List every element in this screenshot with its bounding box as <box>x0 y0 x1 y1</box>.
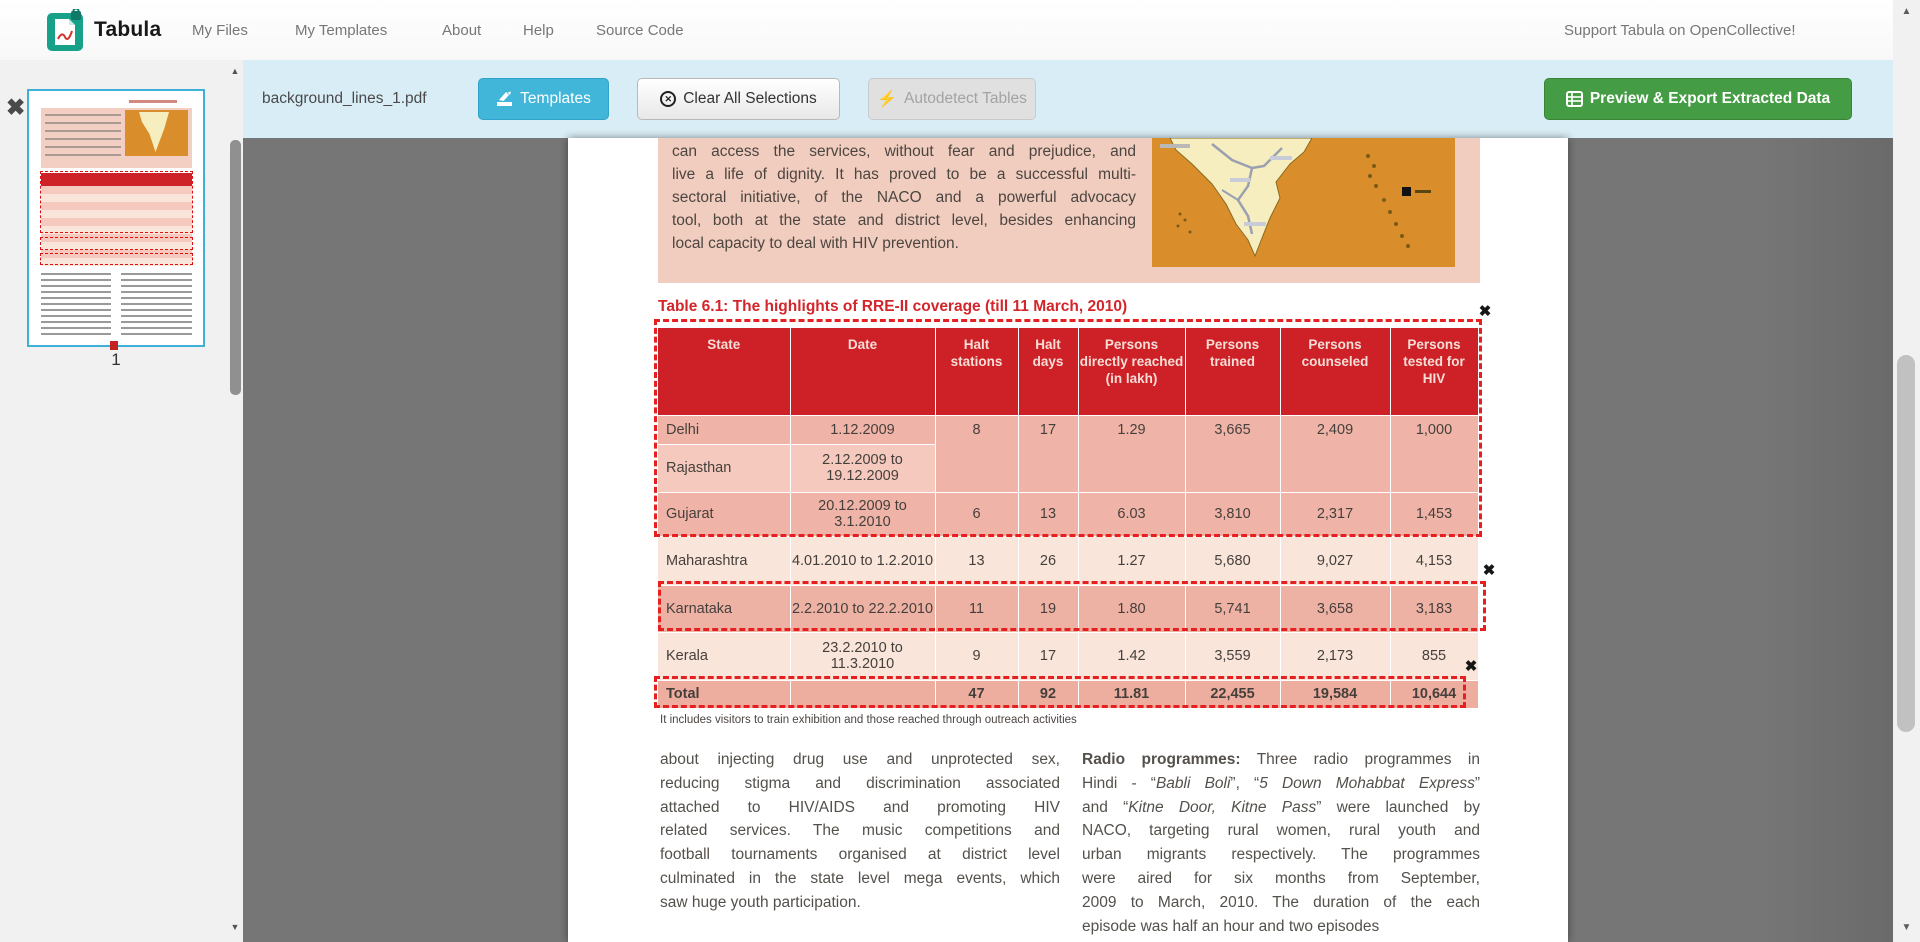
pdf-filename: background_lines_1.pdf <box>262 90 427 107</box>
scroll-up-icon[interactable]: ▲ <box>1901 6 1912 17</box>
thumb-text-line <box>41 321 111 323</box>
nav-item-my-files[interactable]: My Files <box>192 21 248 39</box>
body-text-left-column <box>660 748 1060 915</box>
clear-all-selections-button[interactable] <box>637 78 840 120</box>
table-cell: 9,027 <box>1280 536 1390 585</box>
thumb-text-line <box>45 122 121 124</box>
column-header: Persons trained <box>1185 328 1280 415</box>
thumb-intro-box <box>41 108 192 168</box>
thumb-text-line <box>41 309 111 311</box>
thumb-selection <box>40 237 193 250</box>
thumb-text-line <box>41 315 111 317</box>
thumb-text-line <box>45 154 121 156</box>
table-cell: 3,658 <box>1280 585 1390 632</box>
table-cell: 4,153 <box>1390 536 1478 585</box>
text-line: and “Kitne Door, Kitne Pass” were launched by <box>1082 798 1480 816</box>
thumb-selection <box>40 253 193 265</box>
intro-line: live a life of dignity. It has proved to be a successful multi- <box>672 166 1136 183</box>
text-line: NACO, targeting rural women, rural youth and <box>1082 822 1480 840</box>
sidebar-scroll-up-icon[interactable]: ▲ <box>230 66 240 76</box>
table-cell: 3,810 <box>1185 492 1280 536</box>
table-cell: Karnataka <box>658 585 790 632</box>
export-button-label: Preview & Export Extracted Data <box>1589 90 1831 107</box>
map-legend-swatch <box>1402 187 1411 196</box>
table-cell: Delhi <box>658 415 790 444</box>
brand-title: Tabula <box>94 18 162 41</box>
table-cell: Kerala <box>658 632 790 680</box>
thumb-text-line <box>41 273 111 275</box>
table-cell: 10,644 <box>1390 680 1478 708</box>
table-cell: 3,665 <box>1185 415 1280 492</box>
table-cell: 2.2.2010 to 22.2.2010 <box>790 585 935 632</box>
tabula-logo-icon <box>47 9 85 51</box>
text-line: urban migrants respectively. The programmes <box>1082 846 1480 864</box>
text-line: Radio programmes: Three radio programmes in <box>1082 751 1480 768</box>
text-line: culminated in the state level mega events, which <box>660 869 1060 887</box>
thumb-text-line <box>45 130 121 132</box>
column-header: Persons tested for HIV <box>1390 328 1478 415</box>
table-cell: 19,584 <box>1280 680 1390 708</box>
india-map-image <box>1152 138 1455 267</box>
text-line: were aired for six months from September, <box>1082 869 1480 887</box>
thumb-text-line <box>121 285 192 287</box>
support-link[interactable]: Support Tabula on OpenCollective! <box>1564 21 1796 39</box>
nav-item-source-code[interactable]: Source Code <box>596 21 684 39</box>
pdf-page[interactable] <box>568 138 1568 942</box>
table-cell: 855 <box>1390 632 1478 680</box>
thumb-text-line <box>45 146 121 148</box>
thumb-text-line <box>121 297 192 299</box>
table-caption: Table 6.1: The highlights of RRE-II coverage (till 11 March, 2010) <box>658 298 1128 315</box>
column-header: State <box>658 328 790 415</box>
table-list-icon <box>1566 91 1583 107</box>
thumb-text-line <box>41 333 111 335</box>
table-row <box>658 536 1478 585</box>
table-cell: 1.80 <box>1078 585 1185 632</box>
table-cell: 11.81 <box>1078 680 1185 708</box>
navbar <box>0 0 1920 61</box>
table-cell: 2.12.2009 to 19.12.2009 <box>790 444 935 492</box>
text-line: football tournaments organised at district level <box>660 846 1060 864</box>
body-text-right-column <box>1082 748 1480 938</box>
table-cell: 11 <box>935 585 1018 632</box>
table-cell: 1,000 <box>1390 415 1478 492</box>
table-cell: 8 <box>935 415 1018 492</box>
thumb-map <box>125 110 188 156</box>
selection-region-1[interactable] <box>654 319 1482 537</box>
intro-line: can access the services, without fear and prejudice, and <box>672 143 1136 160</box>
remove-selection-icon[interactable]: ✖ <box>1478 303 1492 320</box>
thumb-text-line <box>41 291 111 293</box>
text-line: attached to HIV/AIDS and promoting HIV <box>660 798 1060 816</box>
table-cell: 19 <box>1018 585 1078 632</box>
table-cell: 1.42 <box>1078 632 1185 680</box>
sidebar-scroll-down-icon[interactable]: ▼ <box>230 922 240 932</box>
autodetect-button-label: Autodetect Tables <box>903 90 1027 107</box>
thumb-text-line <box>41 279 111 281</box>
circled-x-icon: ✕ <box>660 91 676 107</box>
scrollbar-thumb[interactable] <box>1897 355 1915 732</box>
table-cell: 17 <box>1018 415 1078 492</box>
thumb-text-line <box>45 138 121 140</box>
table-cell: 9 <box>935 632 1018 680</box>
thumb-text-line <box>41 285 111 287</box>
clear-button-label: Clear All Selections <box>683 90 817 107</box>
table-cell: 6 <box>935 492 1018 536</box>
text-line: about injecting drug use and unprotected sex, <box>660 751 1060 768</box>
page-thumbnail[interactable] <box>27 89 205 347</box>
text-line: 2009 to March, 2010. The duration of the each <box>1082 893 1480 911</box>
table-cell: 13 <box>935 536 1018 585</box>
thumb-text-line <box>121 327 192 329</box>
thumbnail-sidebar <box>0 60 243 942</box>
thumb-text-line <box>121 333 192 335</box>
table-cell: 20.12.2009 to 3.1.2010 <box>790 492 935 536</box>
scroll-down-icon[interactable]: ▼ <box>1901 922 1912 933</box>
table-cell: 2,409 <box>1280 415 1390 492</box>
main-scrollbar <box>1893 0 1920 942</box>
preview-export-button[interactable] <box>1544 78 1852 120</box>
template-save-icon <box>496 91 513 107</box>
remove-selection-icon[interactable]: ✖ <box>1482 562 1496 579</box>
thumb-report-header-line <box>129 100 177 103</box>
table-cell: 6.03 <box>1078 492 1185 536</box>
text-line: reducing stigma and discrimination associated <box>660 774 1060 792</box>
table-cell: 2,173 <box>1280 632 1390 680</box>
templates-button-label: Templates <box>520 90 591 107</box>
intro-text-box <box>658 138 1480 283</box>
table-cell: 5,680 <box>1185 536 1280 585</box>
thumb-text-line <box>121 309 192 311</box>
table-cell: 1,453 <box>1390 492 1478 536</box>
selection-region-3[interactable] <box>654 676 1466 708</box>
toolbar <box>243 60 1893 138</box>
table-cell: 1.29 <box>1078 415 1185 492</box>
thumb-text-line <box>121 315 192 317</box>
lightning-icon: ⚡ <box>877 91 897 108</box>
nav-item-my-templates[interactable]: My Templates <box>295 21 388 39</box>
table-cell: 3,559 <box>1185 632 1280 680</box>
thumb-selection <box>40 171 193 233</box>
table-cell: 2,317 <box>1280 492 1390 536</box>
thumbnail-page-number: 1 <box>111 350 121 369</box>
thumb-text-line <box>121 291 192 293</box>
table-footnote: It includes visitors to train exhibition and those reached through outreach activities <box>660 714 1077 726</box>
table-cell: Total <box>658 680 790 708</box>
table-cell: 26 <box>1018 536 1078 585</box>
table-cell: Gujarat <box>658 492 790 536</box>
table-cell: 1.27 <box>1078 536 1185 585</box>
nav-item-about[interactable]: About <box>442 21 482 39</box>
nav-item-help[interactable]: Help <box>523 21 554 39</box>
intro-line: tool, both at the state and district level, besides enhancing <box>672 212 1136 229</box>
column-header: Halt days <box>1018 328 1078 415</box>
thumb-text-line <box>41 327 111 329</box>
intro-paragraph <box>672 140 1136 255</box>
remove-page-icon[interactable]: ✖ <box>6 94 26 120</box>
table-cell: 47 <box>935 680 1018 708</box>
templates-button[interactable] <box>478 78 609 120</box>
intro-line: local capacity to deal with HIV prevention. <box>672 235 959 252</box>
thumb-text-line <box>121 273 192 275</box>
thumb-page-badge <box>110 341 118 350</box>
table-cell: 4.01.2010 to 1.2.2010 <box>790 536 935 585</box>
thumb-text-line <box>121 303 192 305</box>
column-header: Persons directly reached (in lakh) <box>1078 328 1185 415</box>
table-cell: 17 <box>1018 632 1078 680</box>
brand[interactable] <box>47 9 161 51</box>
table-cell: 23.2.2010 to 11.3.2010 <box>790 632 935 680</box>
thumb-text-line <box>121 321 192 323</box>
table-cell: Maharashtra <box>658 536 790 585</box>
selection-region-2[interactable] <box>658 581 1486 631</box>
text-line: Hindi - “Babli Boli”, “5 Down Mohabbat Express” <box>1082 774 1480 792</box>
text-line: related services. The music competitions and <box>660 822 1060 840</box>
table-cell: 5,741 <box>1185 585 1280 632</box>
table-cell: 1.12.2009 <box>790 415 935 444</box>
table-cell: 92 <box>1018 680 1078 708</box>
column-header: Persons counseled <box>1280 328 1390 415</box>
thumb-text-line <box>41 303 111 305</box>
text-line: episode was half an hour and two episodes <box>1082 917 1380 935</box>
table-cell: 22,455 <box>1185 680 1280 708</box>
column-header: Date <box>790 328 935 415</box>
autodetect-tables-button[interactable] <box>868 78 1036 120</box>
sidebar-scrollbar-thumb[interactable] <box>230 140 241 395</box>
text-line: saw huge youth participation. <box>660 893 861 911</box>
table-cell: 13 <box>1018 492 1078 536</box>
column-header: Halt stations <box>935 328 1018 415</box>
thumb-text-line <box>41 297 111 299</box>
table-row <box>658 632 1478 680</box>
table-cell: Rajasthan <box>658 444 790 492</box>
intro-line: sectoral initiative, of the NACO and a powerful advocacy <box>672 189 1136 206</box>
thumb-text-line <box>45 114 121 116</box>
table-cell: 3,183 <box>1390 585 1478 632</box>
remove-selection-icon[interactable]: ✖ <box>1464 658 1478 675</box>
thumb-text-line <box>121 279 192 281</box>
